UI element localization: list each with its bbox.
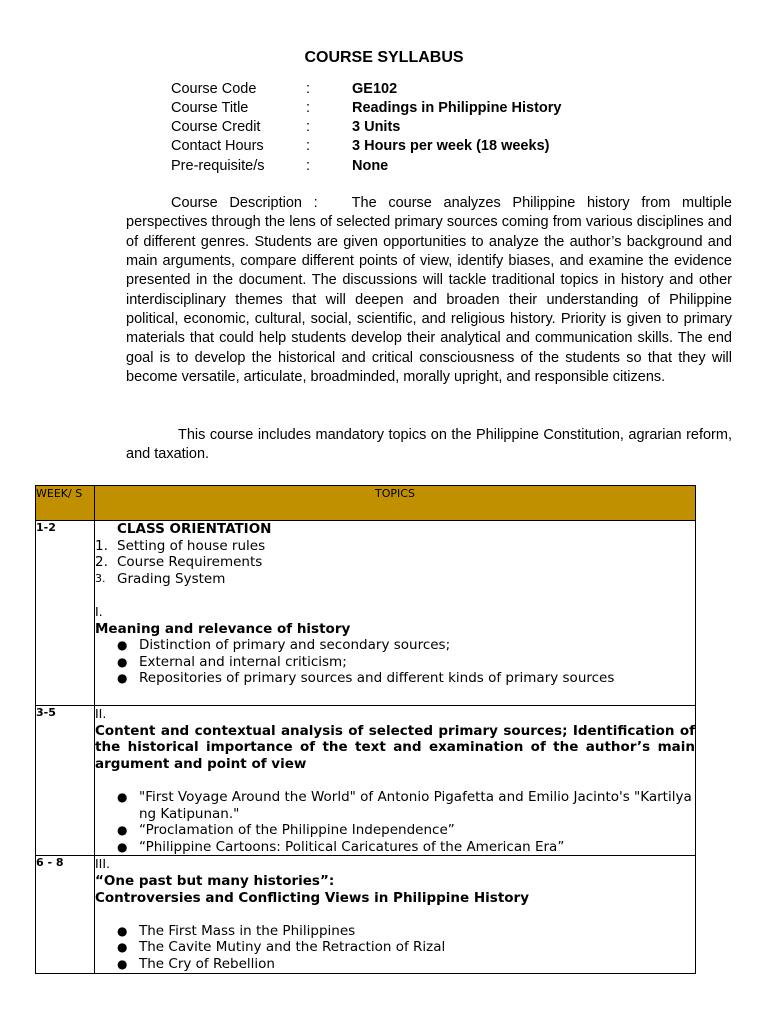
list-item: [117, 956, 695, 973]
mandatory-topics-note: [126, 426, 732, 465]
list-item: [117, 789, 695, 822]
list-number: 2.: [95, 554, 108, 571]
table-row: [36, 521, 696, 706]
bullet-text: Distinction of primary and secondary sources;: [139, 637, 451, 654]
bullet-text: The Cry of Rebellion: [139, 955, 275, 972]
contact-hours-value: 3 Hours per week (18 weeks): [352, 138, 550, 154]
bullet-text: “Proclamation of the Philippine Independence”: [139, 822, 455, 839]
course-title-label: Course Title: [171, 100, 249, 116]
list-item: [117, 654, 695, 671]
week-cell: 3-5: [36, 706, 95, 856]
bullet-icon: ●: [117, 638, 128, 653]
syllabus-title: COURSE SYLLABUS: [304, 49, 464, 66]
topics-cell: [95, 856, 696, 973]
bullet-text: The First Mass in the Philippines: [139, 922, 356, 939]
topics-cell: [95, 521, 696, 706]
topics-cell: [95, 706, 696, 856]
colon: :: [306, 100, 311, 116]
list-item: [117, 839, 695, 856]
bullet-icon: ●: [117, 923, 128, 938]
section-number: III.: [95, 856, 111, 872]
topics-column-header: TOPICS: [95, 486, 696, 521]
bullet-text: "First Voyage Around the World" of Antonio Pigafetta and Emilio Jacinto's "Kartilya ng Katipunan.": [139, 788, 692, 822]
section-heading: Content and contextual analysis of selected primary sources; Identification of the historical importance of the text and examination of the author’s main argument and point of view: [95, 722, 695, 772]
section-heading-line: Controversies and Conflicting Views in Philippine History: [95, 889, 530, 906]
course-code-label: Course Code: [171, 81, 257, 97]
list-item: [117, 923, 695, 940]
bullet-text: Repositories of primary sources and different kinds of primary sources: [139, 670, 615, 687]
prerequisite-value: None: [352, 158, 389, 174]
section-number: II.: [95, 706, 107, 721]
table-row: [36, 856, 696, 973]
contact-hours-label: Contact Hours: [171, 138, 264, 154]
list-number: 3.: [95, 571, 106, 585]
bullet-text: The Cavite Mutiny and the Retraction of Rizal: [139, 939, 446, 956]
list-item: [117, 939, 695, 956]
course-description: [126, 194, 732, 387]
table-row: [36, 706, 696, 856]
list-item: [95, 538, 695, 555]
prerequisite-label: Pre-requisite/s: [171, 158, 265, 174]
list-text: Grading System: [117, 570, 226, 587]
course-credit-value: 3 Units: [352, 119, 401, 135]
orientation-title: CLASS ORIENTATION: [117, 521, 272, 537]
mandatory-topics-text: This course includes mandatory topics on the Philippine Constitution, agrarian reform, and taxation.: [126, 427, 732, 463]
section-heading-line: “One past but many histories”:: [95, 872, 335, 889]
week-cell: 1-2: [36, 521, 95, 706]
bullet-icon: ●: [117, 940, 128, 955]
colon: :: [306, 138, 311, 154]
list-item: [117, 822, 695, 839]
course-credit-label: Course Credit: [171, 119, 261, 135]
bullet-icon: ●: [117, 839, 128, 854]
list-item: [117, 670, 695, 687]
section-heading: Meaning and relevance of history: [95, 620, 351, 637]
week-column-header: WEEK/ S: [36, 486, 95, 521]
list-text: Course Requirements: [117, 554, 263, 571]
section-number: I.: [95, 603, 103, 619]
list-item: [95, 571, 695, 588]
colon: :: [306, 158, 311, 174]
bullet-text: External and internal criticism;: [139, 653, 347, 670]
course-title-value: Readings in Philippine History: [352, 100, 562, 116]
bullet-icon: ●: [117, 654, 128, 669]
bullet-text: “Philippine Cartoons: Political Caricatures of the American Era”: [139, 838, 565, 855]
colon: :: [306, 119, 311, 135]
list-item: [95, 554, 695, 571]
list-number: 1.: [95, 537, 108, 554]
bullet-icon: ●: [117, 956, 128, 971]
table-header-row: [36, 486, 696, 521]
bullet-icon: ●: [117, 671, 128, 686]
course-description-text: The course analyzes Philippine history from multiple perspectives through the lens of selected primary sources coming from various disciplines and of different genres. Students are given opportunities to analyze the author’s background and main arguments, compare different points of view, identify biases, and examine the evidence presented in the document. The discussions will tackle traditional topics in history and other interdisciplinary themes that will deepen and broaden their understanding of Philippine political, economic, cultural, social, scientific, and religious history. Priority is given to primary materials that could help students develop their analytical and communication skills. The end goal is to develop the historical and critical consciousness of the students so that they will become versatile, articulate, broadminded, morally upright, and responsible citizens.: [126, 195, 732, 386]
course-code-value: GE102: [352, 81, 398, 97]
week-cell: 6 - 8: [36, 856, 95, 973]
bullet-icon: ●: [117, 789, 128, 804]
topics-table: [35, 485, 696, 974]
colon: :: [306, 81, 311, 97]
bullet-icon: ●: [117, 823, 128, 838]
course-description-label: Course Description :: [171, 195, 318, 211]
list-item: [117, 637, 695, 654]
list-text: Setting of house rules: [117, 537, 266, 554]
